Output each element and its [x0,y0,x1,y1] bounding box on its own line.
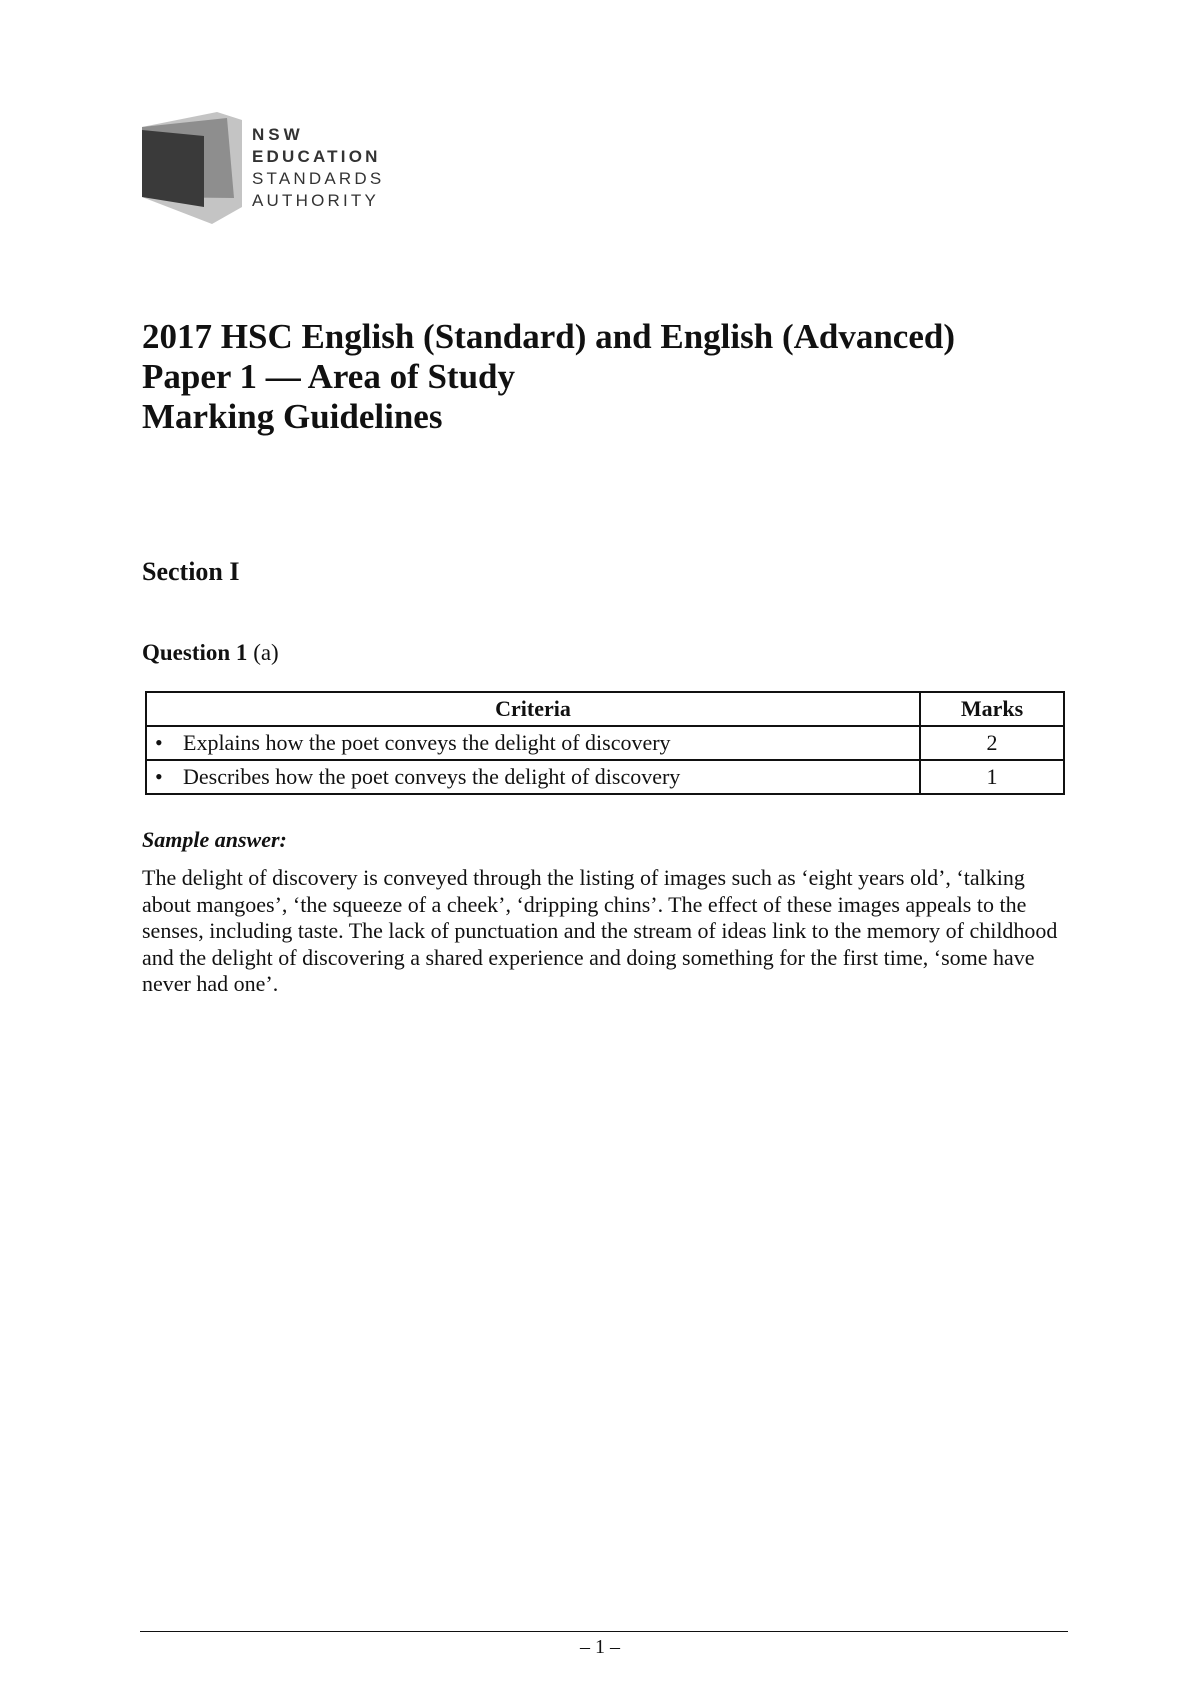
criterion-cell [146,760,920,794]
logo-line-nsw: NSW [252,125,304,144]
criterion-cell [146,726,920,760]
title-line-3: Marking Guidelines [142,397,443,436]
logo-line-authority: AUTHORITY [252,191,380,210]
criteria-table [145,691,1065,795]
table-row [146,760,1064,794]
sample-answer-text: The delight of discovery is conveyed through the listing of images such as ‘eight years old’, ‘talking about mangoes’, ‘the squeeze of a cheek’, ‘dripping chins’. The effect of these images appeals to the senses, including taste. The lack of punctuation and the stream of ideas link to the memory of childhood and the delight of discovering a shared experience and doing something for the first time, ‘some have never had one’. [142,865,1058,996]
document-title [142,317,955,437]
question-label: Question 1 [142,640,248,665]
logo-line-standards: STANDARDS [252,169,385,188]
marks-cell: 2 [920,726,1064,760]
title-line-1: 2017 HSC English (Standard) and English (Advanced) [142,317,955,356]
criteria-header: Criteria [146,692,920,726]
logo-line-education: EDUCATION [252,147,381,166]
bullet: • [155,764,163,789]
nesa-logo-wordmark [252,124,384,212]
bullet: • [155,730,163,755]
nesa-logo [142,112,402,224]
footer-divider [140,1631,1068,1632]
section-heading: Section I [142,557,240,586]
page-number: – 1 – [580,1636,620,1658]
criterion-text: Explains how the poet conveys the delight of discovery [183,730,671,755]
nesa-logo-mark [142,112,242,224]
question-heading [142,640,279,666]
sample-answer-label: Sample answer: [142,827,287,852]
table-row [146,726,1064,760]
title-line-2: Paper 1 — Area of Study [142,357,516,396]
question-part: (a) [253,640,279,665]
criteria-header-row [146,692,1064,726]
criterion-text: Describes how the poet conveys the delight of discovery [183,764,681,789]
marks-header: Marks [920,692,1064,726]
marks-cell: 1 [920,760,1064,794]
